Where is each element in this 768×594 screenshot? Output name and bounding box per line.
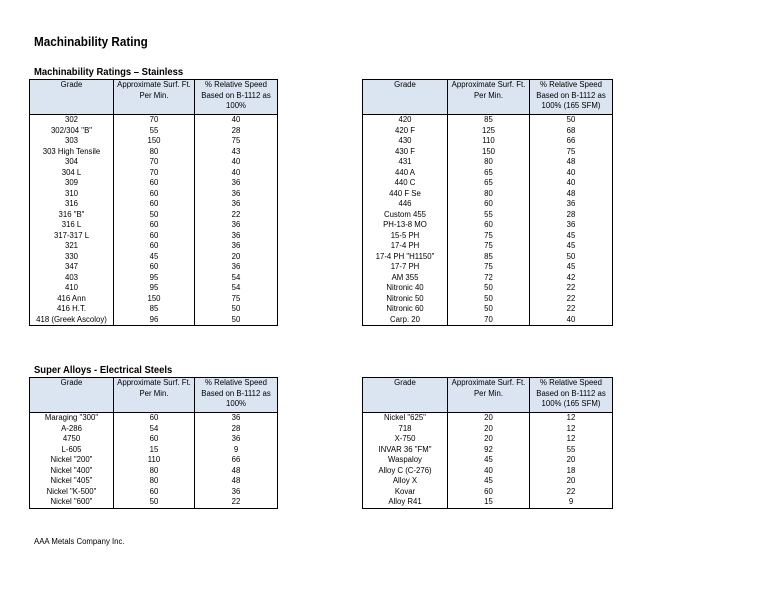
grade-cell: 420 — [363, 115, 448, 126]
grade-cell: X-750 — [363, 434, 448, 445]
table-row — [30, 157, 278, 168]
table-row — [363, 497, 613, 508]
relative-speed-cell: 66 — [530, 136, 613, 147]
surface-speed-cell: 60 — [114, 199, 195, 210]
relative-speed-cell: 48 — [530, 157, 613, 168]
table-row — [363, 157, 613, 168]
grade-cell: Nickel "600" — [30, 497, 114, 508]
relative-speed-cell: 22 — [195, 210, 278, 221]
grade-cell: AM 355 — [363, 273, 448, 284]
table-row — [30, 252, 278, 263]
relative-speed-cell: 75 — [530, 147, 613, 158]
surface-speed-cell: 60 — [114, 231, 195, 242]
relative-speed-cell: 40 — [530, 315, 613, 326]
table-row — [363, 178, 613, 189]
grade-cell: PH-13-8 MO — [363, 220, 448, 231]
grade-cell: 430 — [363, 136, 448, 147]
table-row — [30, 115, 278, 126]
relative-speed-cell: 20 — [195, 252, 278, 263]
grade-cell: 410 — [30, 283, 114, 294]
relative-speed-cell: 42 — [530, 273, 613, 284]
relative-speed-cell: 36 — [195, 487, 278, 498]
table-row — [30, 273, 278, 284]
grade-cell: 440 F Se — [363, 189, 448, 200]
relative-speed-cell: 50 — [195, 315, 278, 326]
relative-speed-cell: 45 — [530, 262, 613, 273]
grade-cell: 440 C — [363, 178, 448, 189]
grade-header: Grade — [363, 80, 448, 115]
grade-cell: Alloy C (C-276) — [363, 466, 448, 477]
surface-speed-cell: 70 — [114, 168, 195, 179]
surface-speed-cell: 70 — [448, 315, 530, 326]
grade-cell: 718 — [363, 424, 448, 435]
relative-speed-cell: 50 — [530, 252, 613, 263]
relative-speed-cell: 40 — [195, 115, 278, 126]
relative-speed-cell: 36 — [195, 413, 278, 424]
relative-speed-cell: 36 — [195, 241, 278, 252]
table-row — [30, 424, 278, 435]
relative-speed-cell: 28 — [195, 126, 278, 137]
relative-speed-cell: 75 — [195, 136, 278, 147]
surface-speed-cell: 60 — [114, 413, 195, 424]
surface-speed-cell: 92 — [448, 445, 530, 456]
surface-speed-cell: 55 — [448, 210, 530, 221]
relative-speed-cell: 54 — [195, 273, 278, 284]
grade-cell: 403 — [30, 273, 114, 284]
grade-cell: 15-5 PH — [363, 231, 448, 242]
relative-speed-cell: 9 — [530, 497, 613, 508]
surface-speed-cell: 70 — [114, 115, 195, 126]
relative-speed-cell: 36 — [195, 199, 278, 210]
table-row — [363, 210, 613, 221]
relative-speed-cell: 12 — [530, 424, 613, 435]
relative-speed-cell: 22 — [530, 487, 613, 498]
grade-cell: 302/304 "B" — [30, 126, 114, 137]
surface-speed-cell: 60 — [448, 487, 530, 498]
grade-cell: 347 — [30, 262, 114, 273]
relative-speed-cell: 50 — [530, 115, 613, 126]
table-row — [30, 168, 278, 179]
relative-speed-cell: 36 — [195, 178, 278, 189]
table-row — [363, 304, 613, 315]
relative-speed-cell: 28 — [530, 210, 613, 221]
table-row — [363, 241, 613, 252]
grade-cell: 321 — [30, 241, 114, 252]
grade-cell: Kovar — [363, 487, 448, 498]
surface-speed-cell: 60 — [114, 220, 195, 231]
stainless-heading: Machinability Ratings – Stainless — [34, 66, 184, 78]
table-row — [363, 126, 613, 137]
surface-speed-cell: 80 — [114, 476, 195, 487]
surface-speed-cell: 45 — [448, 476, 530, 487]
table-row — [363, 231, 613, 242]
relative-speed-cell: 22 — [530, 283, 613, 294]
relative-speed-cell: 45 — [530, 241, 613, 252]
table-row — [363, 168, 613, 179]
relative-speed-cell: 36 — [195, 434, 278, 445]
surface-speed-cell: 95 — [114, 273, 195, 284]
surface-speed-cell: 45 — [448, 455, 530, 466]
grade-cell: 309 — [30, 178, 114, 189]
surface-speed-header: Approximate Surf. Ft. Per Min. — [448, 80, 530, 115]
relative-speed-cell: 66 — [195, 455, 278, 466]
grade-cell: Carp. 20 — [363, 315, 448, 326]
relative-speed-cell: 45 — [530, 231, 613, 242]
surface-speed-cell: 15 — [448, 497, 530, 508]
grade-cell: 316 "B" — [30, 210, 114, 221]
grade-cell: 310 — [30, 189, 114, 200]
surface-speed-cell: 60 — [114, 262, 195, 273]
grade-cell: 304 L — [30, 168, 114, 179]
surface-speed-cell: 80 — [114, 466, 195, 477]
relative-speed-cell: 36 — [530, 199, 613, 210]
table-row — [30, 445, 278, 456]
table-row — [30, 262, 278, 273]
relative-speed-cell: 36 — [195, 189, 278, 200]
table-row — [30, 220, 278, 231]
grade-cell: L-605 — [30, 445, 114, 456]
relative-speed-cell: 55 — [530, 445, 613, 456]
grade-cell: 431 — [363, 157, 448, 168]
page-title: Machinability Rating — [34, 34, 148, 49]
grade-cell: Nitronic 60 — [363, 304, 448, 315]
surface-speed-cell: 96 — [114, 315, 195, 326]
surface-speed-cell: 80 — [448, 189, 530, 200]
relative-speed-cell: 48 — [195, 476, 278, 487]
surface-speed-cell: 85 — [448, 252, 530, 263]
relative-speed-header: % Relative Speed Based on B-1112 as 100% (165 SFM) — [530, 80, 613, 115]
grade-cell: Nickel "405" — [30, 476, 114, 487]
table-row — [30, 413, 278, 424]
surface-speed-cell: 20 — [448, 434, 530, 445]
relative-speed-cell: 36 — [195, 262, 278, 273]
table-row — [363, 413, 613, 424]
relative-speed-cell: 43 — [195, 147, 278, 158]
table-row — [363, 115, 613, 126]
surface-speed-cell: 60 — [114, 241, 195, 252]
table-row — [30, 434, 278, 445]
table-row — [30, 210, 278, 221]
table-row — [363, 476, 613, 487]
grade-cell: Alloy R41 — [363, 497, 448, 508]
surface-speed-header: Approximate Surf. Ft. Per Min. — [448, 378, 530, 413]
relative-speed-cell: 48 — [195, 466, 278, 477]
surface-speed-cell: 150 — [114, 294, 195, 305]
surface-speed-cell: 110 — [448, 136, 530, 147]
table-row — [363, 455, 613, 466]
table-row — [363, 466, 613, 477]
relative-speed-cell: 36 — [530, 220, 613, 231]
grade-cell: A-286 — [30, 424, 114, 435]
surface-speed-cell: 50 — [114, 210, 195, 221]
surface-speed-cell: 85 — [448, 115, 530, 126]
surface-speed-cell: 60 — [448, 199, 530, 210]
surface-speed-cell: 80 — [448, 157, 530, 168]
surface-speed-cell: 20 — [448, 413, 530, 424]
relative-speed-header: % Relative Speed Based on B-1112 as 100% — [195, 378, 278, 413]
grade-cell: 418 (Greek Ascoloy) — [30, 315, 114, 326]
relative-speed-cell: 20 — [530, 455, 613, 466]
table-row — [363, 424, 613, 435]
grade-cell: 4750 — [30, 434, 114, 445]
relative-speed-cell: 28 — [195, 424, 278, 435]
grade-cell: Nickel "K-500" — [30, 487, 114, 498]
table-row — [30, 487, 278, 498]
relative-speed-cell: 50 — [195, 304, 278, 315]
surface-speed-cell: 125 — [448, 126, 530, 137]
table-row — [363, 315, 613, 326]
grade-cell: 416 Ann — [30, 294, 114, 305]
table-row — [363, 273, 613, 284]
table-row — [30, 178, 278, 189]
grade-cell: Nickel "200" — [30, 455, 114, 466]
surface-speed-cell: 60 — [114, 434, 195, 445]
grade-cell: INVAR 36 "FM" — [363, 445, 448, 456]
table-row — [30, 294, 278, 305]
relative-speed-cell: 18 — [530, 466, 613, 477]
surface-speed-header: Approximate Surf. Ft. Per Min. — [114, 378, 195, 413]
grade-cell: Nitronic 50 — [363, 294, 448, 305]
grade-cell: Maraging "300" — [30, 413, 114, 424]
table-row — [30, 476, 278, 487]
table-row — [363, 136, 613, 147]
surface-speed-cell: 45 — [114, 252, 195, 263]
surface-speed-cell: 65 — [448, 178, 530, 189]
grade-cell: 17-7 PH — [363, 262, 448, 273]
grade-cell: Nitronic 40 — [363, 283, 448, 294]
table-row — [30, 126, 278, 137]
table-row — [363, 220, 613, 231]
surface-speed-cell: 72 — [448, 273, 530, 284]
surface-speed-cell: 60 — [448, 220, 530, 231]
grade-cell: Nickel "400" — [30, 466, 114, 477]
table-row — [363, 252, 613, 263]
relative-speed-cell: 12 — [530, 413, 613, 424]
relative-speed-header: % Relative Speed Based on B-1112 as 100% (165 SFM) — [530, 378, 613, 413]
grade-cell: Alloy X — [363, 476, 448, 487]
surface-speed-cell: 50 — [448, 283, 530, 294]
table-row — [30, 455, 278, 466]
relative-speed-cell: 20 — [530, 476, 613, 487]
surface-speed-cell: 60 — [114, 189, 195, 200]
table-row — [30, 466, 278, 477]
surface-speed-cell: 15 — [114, 445, 195, 456]
table-row — [30, 231, 278, 242]
surface-speed-cell: 85 — [114, 304, 195, 315]
table-row — [30, 136, 278, 147]
surface-speed-cell: 150 — [114, 136, 195, 147]
surface-speed-header: Approximate Surf. Ft. Per Min. — [114, 80, 195, 115]
grade-cell: 420 F — [363, 126, 448, 137]
super-alloys-table-left — [29, 377, 278, 509]
grade-cell: 317-317 L — [30, 231, 114, 242]
relative-speed-cell: 68 — [530, 126, 613, 137]
table-row — [30, 315, 278, 326]
relative-speed-cell: 54 — [195, 283, 278, 294]
table-row — [363, 147, 613, 158]
grade-cell: 17-4 PH "H1150" — [363, 252, 448, 263]
table-row — [363, 189, 613, 200]
surface-speed-cell: 54 — [114, 424, 195, 435]
relative-speed-cell: 40 — [195, 157, 278, 168]
table-row — [363, 199, 613, 210]
table-row — [363, 487, 613, 498]
grade-cell: 316 L — [30, 220, 114, 231]
table-row — [363, 283, 613, 294]
grade-cell: 303 High Tensile — [30, 147, 114, 158]
grade-header: Grade — [363, 378, 448, 413]
relative-speed-cell: 36 — [195, 220, 278, 231]
stainless-table-right — [362, 79, 613, 326]
table-row — [363, 294, 613, 305]
table-row — [30, 147, 278, 158]
grade-cell: 330 — [30, 252, 114, 263]
surface-speed-cell: 60 — [114, 487, 195, 498]
grade-cell: Waspaloy — [363, 455, 448, 466]
grade-cell: 17-4 PH — [363, 241, 448, 252]
relative-speed-cell: 12 — [530, 434, 613, 445]
relative-speed-cell: 40 — [195, 168, 278, 179]
footer-company: AAA Metals Company Inc. — [34, 537, 125, 546]
surface-speed-cell: 50 — [114, 497, 195, 508]
grade-cell: 304 — [30, 157, 114, 168]
surface-speed-cell: 40 — [448, 466, 530, 477]
grade-cell: 416 H.T. — [30, 304, 114, 315]
surface-speed-cell: 50 — [448, 294, 530, 305]
surface-speed-cell: 55 — [114, 126, 195, 137]
grade-cell: 316 — [30, 199, 114, 210]
relative-speed-cell: 22 — [530, 294, 613, 305]
relative-speed-cell: 48 — [530, 189, 613, 200]
grade-header: Grade — [30, 378, 114, 413]
table-row — [363, 445, 613, 456]
relative-speed-cell: 40 — [530, 178, 613, 189]
grade-cell: 446 — [363, 199, 448, 210]
table-row — [363, 262, 613, 273]
surface-speed-cell: 80 — [114, 147, 195, 158]
grade-cell: Custom 455 — [363, 210, 448, 221]
table-row — [30, 497, 278, 508]
relative-speed-cell: 75 — [195, 294, 278, 305]
relative-speed-cell: 36 — [195, 231, 278, 242]
grade-cell: 303 — [30, 136, 114, 147]
surface-speed-cell: 75 — [448, 262, 530, 273]
relative-speed-cell: 40 — [530, 168, 613, 179]
table-row — [363, 434, 613, 445]
relative-speed-cell: 22 — [530, 304, 613, 315]
grade-cell: 302 — [30, 115, 114, 126]
super-alloys-heading: Super Alloys - Electrical Steels — [34, 364, 173, 376]
grade-cell: Nickel "625" — [363, 413, 448, 424]
grade-cell: 430 F — [363, 147, 448, 158]
surface-speed-cell: 70 — [114, 157, 195, 168]
surface-speed-cell: 95 — [114, 283, 195, 294]
surface-speed-cell: 75 — [448, 241, 530, 252]
table-row — [30, 283, 278, 294]
super-alloys-table-right — [362, 377, 613, 509]
surface-speed-cell: 20 — [448, 424, 530, 435]
surface-speed-cell: 150 — [448, 147, 530, 158]
surface-speed-cell: 75 — [448, 231, 530, 242]
grade-cell: 440 A — [363, 168, 448, 179]
relative-speed-header: % Relative Speed Based on B-1112 as 100% — [195, 80, 278, 115]
table-row — [30, 304, 278, 315]
surface-speed-cell: 110 — [114, 455, 195, 466]
relative-speed-cell: 9 — [195, 445, 278, 456]
surface-speed-cell: 60 — [114, 178, 195, 189]
surface-speed-cell: 65 — [448, 168, 530, 179]
relative-speed-cell: 22 — [195, 497, 278, 508]
stainless-table-left — [29, 79, 278, 326]
grade-header: Grade — [30, 80, 114, 115]
table-row — [30, 189, 278, 200]
surface-speed-cell: 50 — [448, 304, 530, 315]
table-row — [30, 241, 278, 252]
table-row — [30, 199, 278, 210]
